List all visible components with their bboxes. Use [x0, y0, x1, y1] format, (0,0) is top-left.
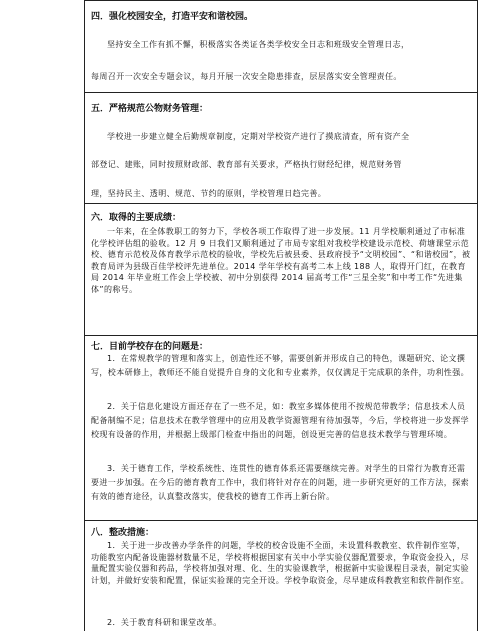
section-5-paragraph-2: 部登记、建账，同时按照财政部、教育部有关要求，严格执行财经纪律，规范财务管	[91, 160, 402, 169]
section-8-item-2: 2．关于教育科研和课堂改革。	[107, 618, 222, 627]
section-5-paragraph-1: 学校进一步建立健全后勤规章制度，定期对学校资产进行了摸底清查，所有资产全	[107, 132, 410, 141]
section-6-paragraph: 一年来，在全体教职工的努力下，学校各项工作取得了进一步发展。11 月学校顺利通过了市标准化学校评估组的验收。12 月 9 日我们又顺利通过了市局专家组对我校学校建设示范校、荷塘课堂示范校、德育示范校及体育教学示范校的验收，学校先后被县委、县政府授予“文明校园”、“和谐校园”，被教育局评为县级百佳学校评先进单位。2014 学年学校有高考二本上线 188 人，取得开门红，在教育局 2014 年毕业班工作会上学校被、初中分别获得 2014 届高考工作“三星全奖”和中考工作“先进集体”的称号。	[91, 227, 471, 294]
section-6-heading: 六．取得的主要成绩：	[91, 213, 182, 223]
section-4-heading: 四．强化校园安全，打造平安和谐校园。	[91, 12, 254, 22]
section-8-item-1: 1．关于进一步改善办学条件的问题，学校的校舍设施不全面，未设置科教教室、软件制作室等，功能教室内配备设施器材数量不足，学校将根据国家有关中小学实验仪器配置要求，争取资金投入，尽量配置实验仪器和药品，学校将加强对理、化、生的实验课教学，根据新中实验课程目录表，制定实验计划，并做好安装和配置，保证实验课的完全开设。学校争取资金，尽早建成科教教室和软件制作室。	[91, 541, 469, 585]
table-rule-top	[84, 0, 477, 1]
section-7-heading: 七．目前学校存在的问题是：	[91, 342, 209, 352]
section-8-heading: 八．整改措施：	[91, 528, 155, 538]
section-7-item-1: 1．在常规教学的管理和落实上，创造性还不够，需要创新并形成自己的特色，课题研究、论文撰写，校本研修上，教师还不能自觉提升自身的文化和专业素养，仅仅满足于完成职的条件，功利性强。	[91, 354, 469, 378]
table-rule	[84, 520, 477, 521]
section-5-paragraph-3: 理，坚持民主、透明、规范、节约的原则，学校管理日趋完善。	[91, 189, 327, 198]
table-rule	[84, 92, 477, 93]
table-rule	[84, 203, 477, 204]
section-7-item-2: 2．关于信息化建设方面还存在了一些不足，如：教室多媒体使用不按规范带教学；信息技术人员配备制编不足；信息技术在教学管理中的应用及教学资源管理有待加强等，今后，学校将进一步发挥学校现有设备的作用，并根据上级部门检查中指出的问题，创设更完善的信息技术教学与管理环境。	[91, 402, 469, 440]
section-4-paragraph-1: 坚持安全工作有抓不懈，积极落实各类证各类学校安全日志和班级安全管理日志，	[107, 40, 410, 49]
section-5-heading: 五．严格规范公物财务管理：	[91, 104, 209, 114]
document-table-column	[84, 0, 478, 631]
section-7-item-3: 3．关于德育工作，学校系统性、连贯性的德育体系还需要继续完善。对学生的日常行为教育还需要进一步加强。在今后的德育教育工作中，我们将针对存在的问题，进一步研究更好的工作方法，探索有效的德育途径，认真整改落实，使我校的德育工作再上新台阶。	[91, 464, 469, 502]
table-rule	[84, 335, 477, 336]
section-4-paragraph-2: 每周召开一次安全专题会议，每月开展一次安全隐患排查，层层落实安全管理责任。	[91, 72, 402, 81]
